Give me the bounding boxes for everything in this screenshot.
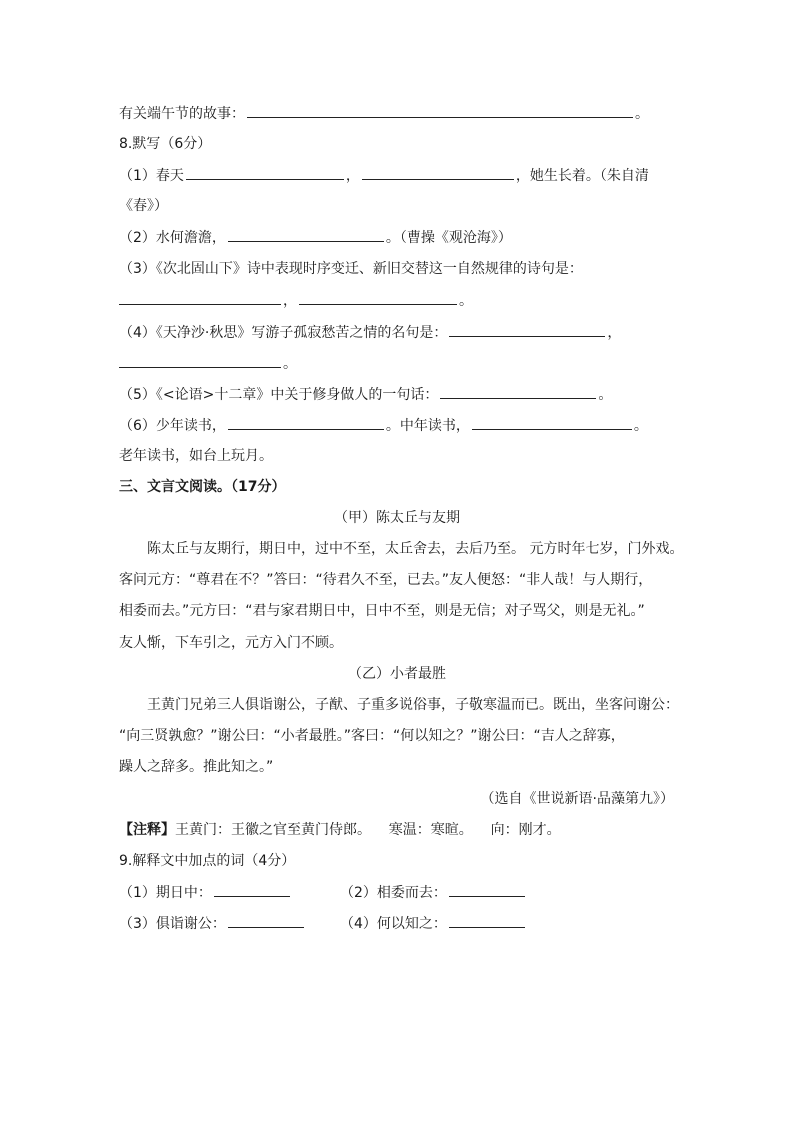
q8-item-4 (119, 322, 621, 343)
answer-blank[interactable] (247, 103, 633, 118)
passage-source: （选自《世说新语·品藻第九》） (480, 791, 674, 807)
q9-item-3 (119, 913, 306, 934)
q8-item-3: （3）《次北固山下》诗中表现时序变迁、新旧交替这一自然规律的诗句是： (119, 261, 583, 277)
q8-3-end: 。 (459, 293, 473, 309)
q8-2-text-b: 。（曹操《观沧海》） (385, 230, 512, 246)
section3-heading: 三、文言文阅读。（17分） (119, 479, 286, 495)
q8-3-sep: ， (283, 293, 297, 309)
q9-1-label: （1）期日中： (119, 885, 212, 901)
q9-item-4 (340, 913, 527, 934)
q8-4-text-a: （4）《天净沙·秋思》写游子孤寂愁苦之情的名句是： (119, 325, 448, 341)
q8-1-text-b: ，她生长着。（朱自清 (515, 168, 649, 184)
q8-2-text-a: （2）水何澹澹， (119, 230, 226, 246)
passage-yi-line-3: 躁人之辞多。推此知之。” (119, 759, 274, 775)
answer-blank[interactable] (228, 227, 384, 242)
passage-yi-line-1: 王黄门兄弟三人俱诣谢公，子猷、子重多说俗事，子敬寒温而已。既出，坐客问谢公： (147, 697, 679, 713)
answer-blank[interactable] (119, 353, 281, 368)
passage-yi-title: （乙）小者最胜 (348, 666, 446, 682)
passage-jia-line-1: 陈太丘与友期行，期日中，过中不至，太丘舍去，去后乃至。 元方时年七岁，门外戏。 (147, 541, 684, 557)
q8-item-2 (119, 227, 512, 248)
q8-item-4-cont (119, 353, 297, 374)
q9-3-label: （3）俱诣谢公： (119, 916, 226, 932)
q8-item-3-blanks (119, 290, 473, 311)
q-prev-prefix: 有关端午节的故事： (119, 106, 245, 122)
answer-blank[interactable] (214, 882, 290, 897)
passage-yi-line-2: “向三贤孰愈？”谢公曰：“小者最胜。”客曰：“何以知之？”谢公曰：“吉人之辞寡， (119, 728, 625, 744)
answer-blank[interactable] (186, 165, 344, 180)
q-prev-line (119, 103, 649, 124)
passage-jia-line-3: 相委而去。”元方曰：“君与家君期日中，日中不至，则是无信；对子骂父，则是无礼。” (119, 603, 645, 619)
q9-item-2 (340, 882, 527, 903)
q8-6-text-a: （6）少年读书， (119, 418, 226, 434)
answer-blank[interactable] (440, 384, 596, 399)
answer-blank[interactable] (449, 882, 525, 897)
q8-item-5 (119, 384, 612, 405)
note-text: 王黄门：王徽之官至黄门侍郎。 寒温：寒暄。 向：刚才。 (175, 822, 561, 838)
q8-item-1 (119, 165, 649, 186)
q8-item-6 (119, 415, 648, 436)
q9-title: 9.解释文中加点的词（4分） (119, 853, 296, 869)
q8-item-6-cont: 老年读书，如台上玩月。 (119, 448, 273, 464)
annotation-note (119, 820, 561, 840)
passage-jia-line-4: 友人惭，下车引之，元方入门不顾。 (119, 635, 343, 651)
q8-title: 8.默写（6分） (119, 136, 212, 152)
answer-blank[interactable] (472, 415, 632, 430)
answer-blank[interactable] (119, 290, 281, 305)
q9-4-label: （4）何以知之： (340, 916, 447, 932)
passage-jia-line-2: 客问元方：“尊君在不？”答曰：“待君久不至，已去。”友人便怒：“非人哉！与人期行， (119, 572, 653, 588)
q8-6-text-mid: 。中年读书， (385, 418, 470, 434)
q8-1-sep: ， (345, 168, 360, 184)
answer-blank[interactable] (228, 913, 304, 928)
q8-item-1-cont: 《春》） (119, 198, 168, 214)
q-prev-suffix: 。 (635, 106, 649, 122)
q8-6-end: 。 (633, 418, 648, 434)
q8-5-end: 。 (598, 387, 613, 403)
answer-blank[interactable] (228, 415, 384, 430)
passage-jia-title: （甲）陈太丘与友期 (334, 510, 460, 526)
note-label: 【注释】 (119, 822, 175, 838)
q9-item-1 (119, 882, 292, 903)
answer-blank[interactable] (449, 322, 605, 337)
q8-1-text-a: （1）春天 (119, 168, 184, 184)
q8-4-end: 。 (283, 356, 297, 372)
answer-blank[interactable] (299, 290, 457, 305)
answer-blank[interactable] (449, 913, 525, 928)
answer-blank[interactable] (362, 165, 514, 180)
q8-4-sep: ， (607, 325, 622, 341)
q8-5-text-a: （5）《<论语>十二章》中关于修身做人的一句话： (119, 387, 439, 403)
q9-2-label: （2）相委而去： (340, 885, 447, 901)
